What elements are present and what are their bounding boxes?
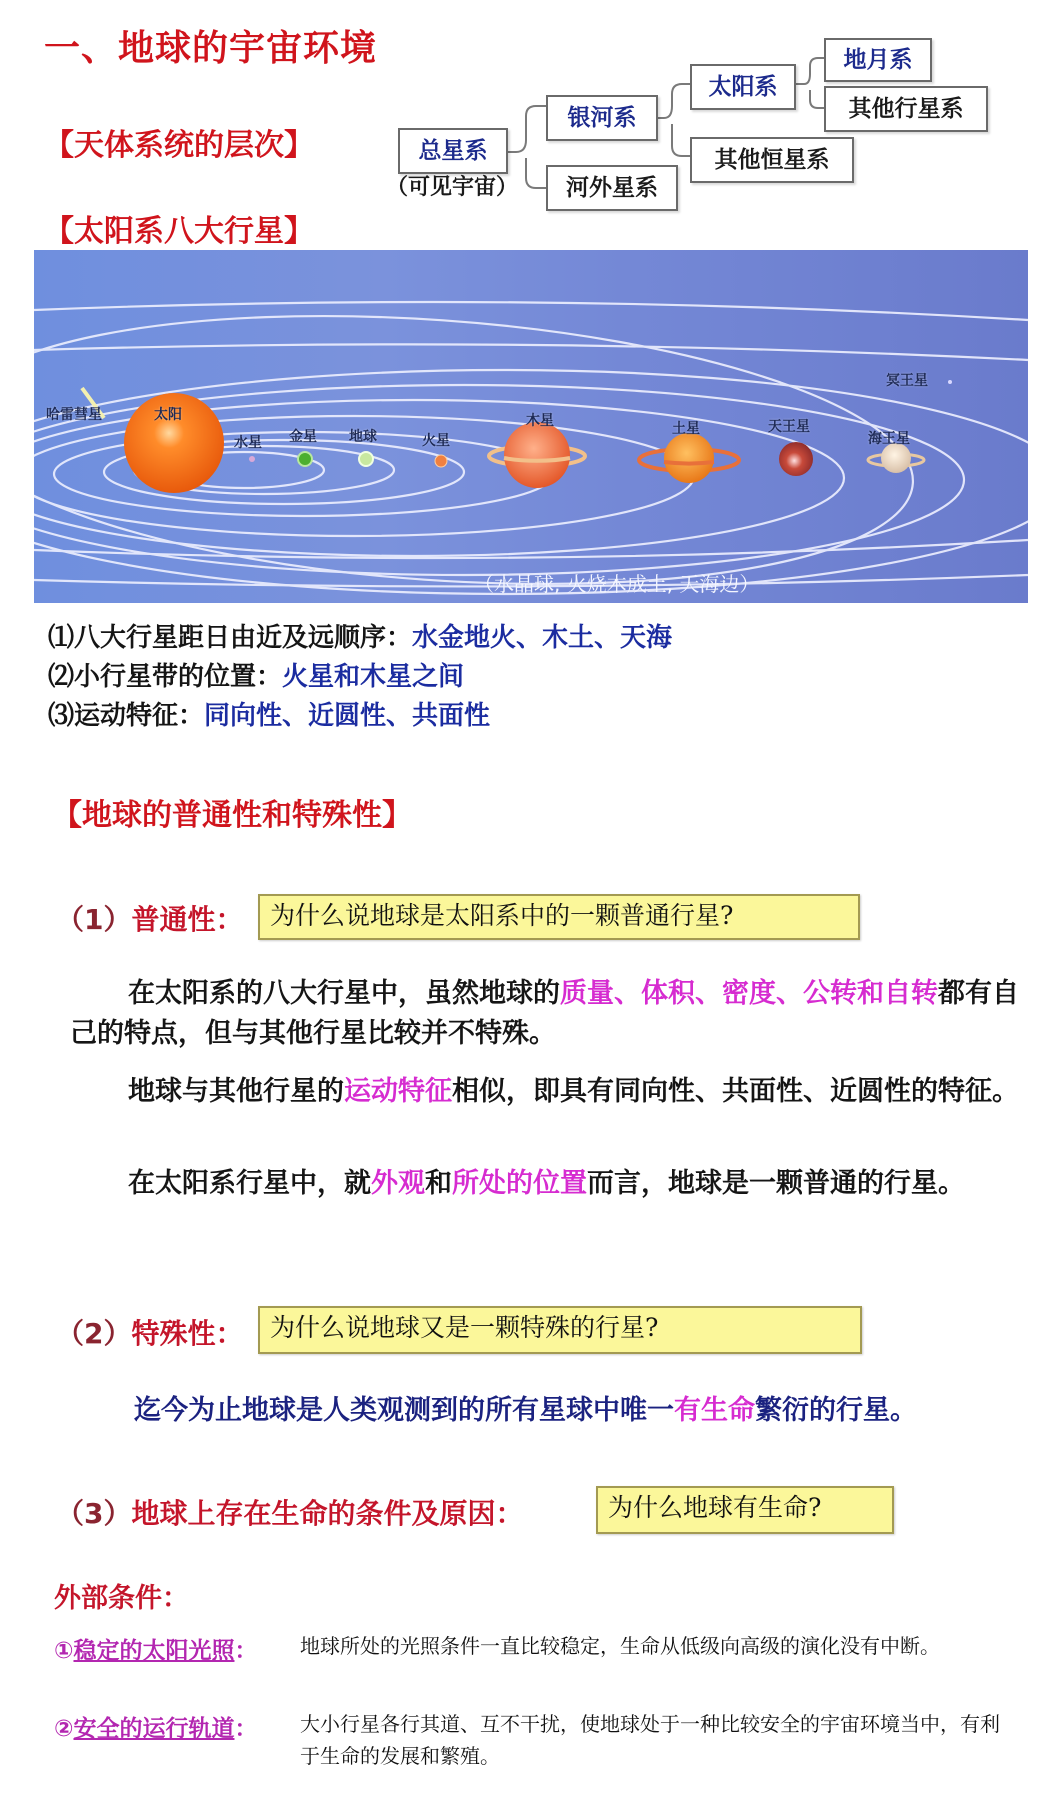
speciality-text: 特殊性：	[131, 1317, 244, 1350]
marker: ②	[54, 1716, 74, 1742]
colon: ：	[234, 1638, 258, 1664]
text: 和	[425, 1168, 452, 1199]
text: 在太阳系的八大行星中，虽然地球的	[128, 978, 560, 1009]
point-value: 火星和木星之间	[282, 662, 465, 692]
node-universe: 总星系	[398, 128, 508, 174]
label-mars: 火星	[422, 433, 450, 449]
text: 迄今为止地球是人类观测到的所有星球中唯一	[134, 1395, 674, 1426]
label-earth: 地球	[349, 429, 377, 445]
life-num: （3）	[56, 1497, 132, 1530]
generality-label	[56, 898, 244, 938]
point-value: 同向性、近圆性、共面性	[204, 701, 491, 731]
node-other-star-systems: 其他恒星系	[690, 137, 854, 183]
highlight: 外观	[371, 1168, 425, 1199]
external-conditions-title: 外部条件：	[54, 1583, 189, 1614]
speciality-text-line	[134, 1388, 917, 1427]
point-label: ⑶运动特征：	[48, 701, 205, 731]
label-venus: 金星	[289, 429, 317, 445]
node-universe-note: （可见宇宙）	[386, 175, 519, 200]
generality-question-box: 为什么说地球是太阳系中的一颗普通行星?	[258, 894, 860, 940]
condition-title: 安全的运行轨道	[73, 1716, 235, 1742]
generality-paragraph-2	[70, 1072, 1030, 1112]
hierarchy-heading: 【天体系统的层次】	[44, 128, 314, 163]
text: 而言，地球是一颗普通的行星。	[587, 1168, 965, 1199]
label-mercury: 水星	[234, 435, 262, 451]
label-saturn: 土星	[672, 421, 700, 437]
label-pluto: 冥王星	[886, 373, 928, 389]
label-uranus: 天王星	[768, 419, 810, 435]
life-text: 地球上存在生命的条件及原因：	[131, 1497, 524, 1530]
label-sun: 太阳	[154, 407, 182, 423]
generality-text: 普通性：	[131, 903, 244, 936]
page-title: 一、地球的宇宙环境	[44, 28, 378, 69]
generality-paragraph-3	[70, 1164, 1030, 1204]
text: 都有自己的特点，但与其他行星比较并不特殊。	[70, 978, 1019, 1049]
highlight: 所处的位置	[452, 1168, 587, 1199]
label-neptune: 海王星	[868, 431, 910, 447]
label-halley-comet: 哈雷彗星	[46, 407, 102, 423]
node-milky-way: 银河系	[546, 95, 658, 141]
speciality-num: （2）	[56, 1317, 132, 1350]
generality-num: （1）	[56, 903, 132, 936]
planets-heading: 【太阳系八大行星】	[44, 214, 314, 249]
speciality-question-box: 为什么说地球又是一颗特殊的行星?	[258, 1306, 862, 1354]
point-planet-order	[48, 617, 672, 654]
point-label: ⑵小行星带的位置：	[48, 662, 283, 692]
text: 地球与其他行星的	[128, 1076, 344, 1107]
label-jupiter: 木星	[526, 413, 554, 429]
earth-heading: 【地球的普通性和特殊性】	[52, 798, 412, 833]
node-solar-system: 太阳系	[690, 64, 796, 110]
condition-label-orbit	[54, 1710, 257, 1743]
text: 在太阳系行星中，就	[128, 1168, 371, 1199]
point-label: ⑴八大行星距日由近及远顺序：	[48, 623, 413, 653]
highlight: 有生命	[674, 1395, 755, 1426]
text: 繁衍的行星。	[755, 1395, 917, 1426]
point-asteroid-belt	[48, 656, 464, 693]
condition-text-sunlight: 地球所处的光照条件一直比较稳定，生命从低级向高级的演化没有中断。	[300, 1634, 940, 1658]
speciality-label	[56, 1312, 244, 1352]
life-conditions-label	[56, 1492, 524, 1532]
solar-system-diagram	[34, 250, 1028, 603]
node-extragalactic: 河外星系	[546, 165, 678, 211]
point-value: 水金地火、木土、天海	[412, 623, 673, 653]
condition-text-orbit: 大小行星各行其道、互不干扰，使地球处于一种比较安全的宇宙环境当中，有利于生命的发展和繁殖。	[300, 1712, 1000, 1768]
highlight: 质量、体积、密度、公转和自转	[560, 978, 938, 1009]
point-motion-features	[48, 695, 490, 732]
highlight: 运动特征	[344, 1076, 452, 1107]
colon: ：	[234, 1716, 258, 1742]
generality-paragraph-1	[70, 974, 1030, 1054]
text: 相似，即具有同向性、共面性、近圆性的特征。	[452, 1076, 1019, 1107]
life-question-box: 为什么地球有生命?	[596, 1486, 894, 1534]
condition-label-sunlight	[54, 1632, 257, 1665]
node-other-planet-systems: 其他行星系	[824, 86, 988, 132]
marker: ①	[54, 1638, 74, 1664]
node-earth-moon: 地月系	[824, 38, 932, 82]
planet-mnemonic: （水晶球, 火烧木成土, 天海边）	[474, 572, 760, 596]
condition-title: 稳定的太阳光照	[73, 1638, 235, 1664]
